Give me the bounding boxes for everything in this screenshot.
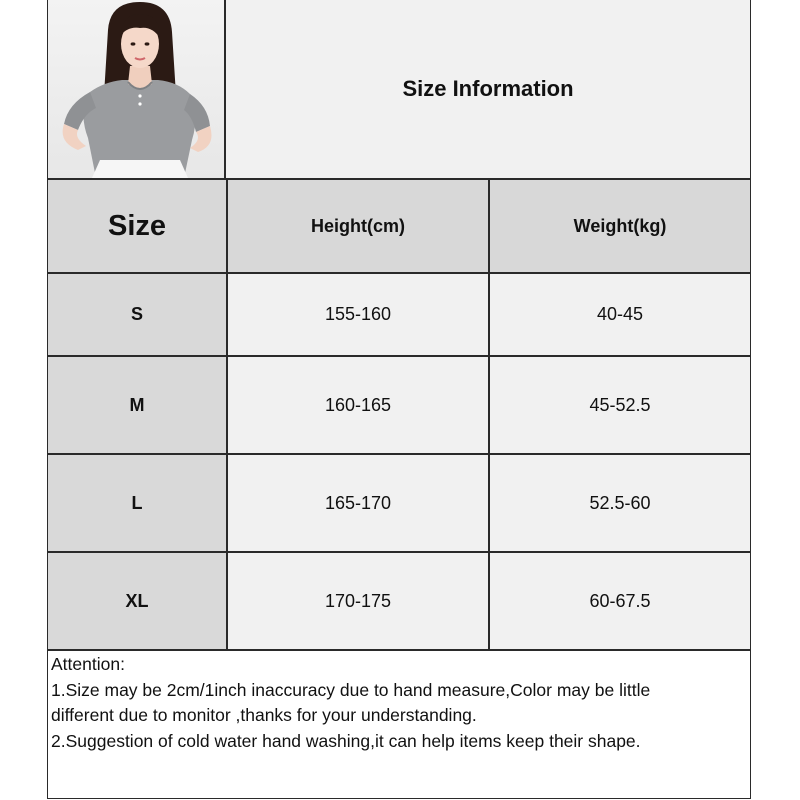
model-photo bbox=[48, 0, 226, 178]
column-header-height: Height(cm) bbox=[227, 180, 489, 273]
weight-cell: 52.5-60 bbox=[489, 454, 750, 552]
table-row bbox=[48, 552, 750, 650]
table-row bbox=[48, 454, 750, 552]
model-illustration bbox=[48, 0, 224, 178]
height-cell: 165-170 bbox=[227, 454, 489, 552]
size-cell: M bbox=[48, 356, 227, 454]
height-cell: 160-165 bbox=[227, 356, 489, 454]
notes-heading: Attention: bbox=[51, 654, 125, 674]
column-header-size: Size bbox=[48, 180, 227, 273]
table-row bbox=[48, 356, 750, 454]
size-cell: XL bbox=[48, 552, 227, 650]
weight-cell: 60-67.5 bbox=[489, 552, 750, 650]
notes-line: 1.Size may be 2cm/1inch inaccuracy due to hand measure,Color may be little bbox=[51, 679, 651, 700]
notes-line: different due to monitor ,thanks for your understanding. bbox=[51, 705, 477, 725]
size-cell: L bbox=[48, 454, 227, 552]
weight-cell: 40-45 bbox=[489, 273, 750, 356]
size-cell: S bbox=[48, 273, 227, 356]
page-title: Size Information bbox=[402, 76, 574, 101]
attention-notes bbox=[51, 652, 747, 754]
height-cell: 155-160 bbox=[227, 273, 489, 356]
table-header-row bbox=[48, 180, 750, 273]
size-table bbox=[48, 180, 750, 651]
weight-cell: 45-52.5 bbox=[489, 356, 750, 454]
height-cell: 170-175 bbox=[227, 552, 489, 650]
column-header-weight: Weight(kg) bbox=[489, 180, 750, 273]
table-row bbox=[48, 273, 750, 356]
chart-header bbox=[48, 0, 750, 180]
title-cell bbox=[226, 0, 750, 178]
notes-line: 2.Suggestion of cold water hand washing,it can help items keep their shape. bbox=[51, 730, 641, 751]
size-chart-sheet bbox=[47, 0, 751, 799]
